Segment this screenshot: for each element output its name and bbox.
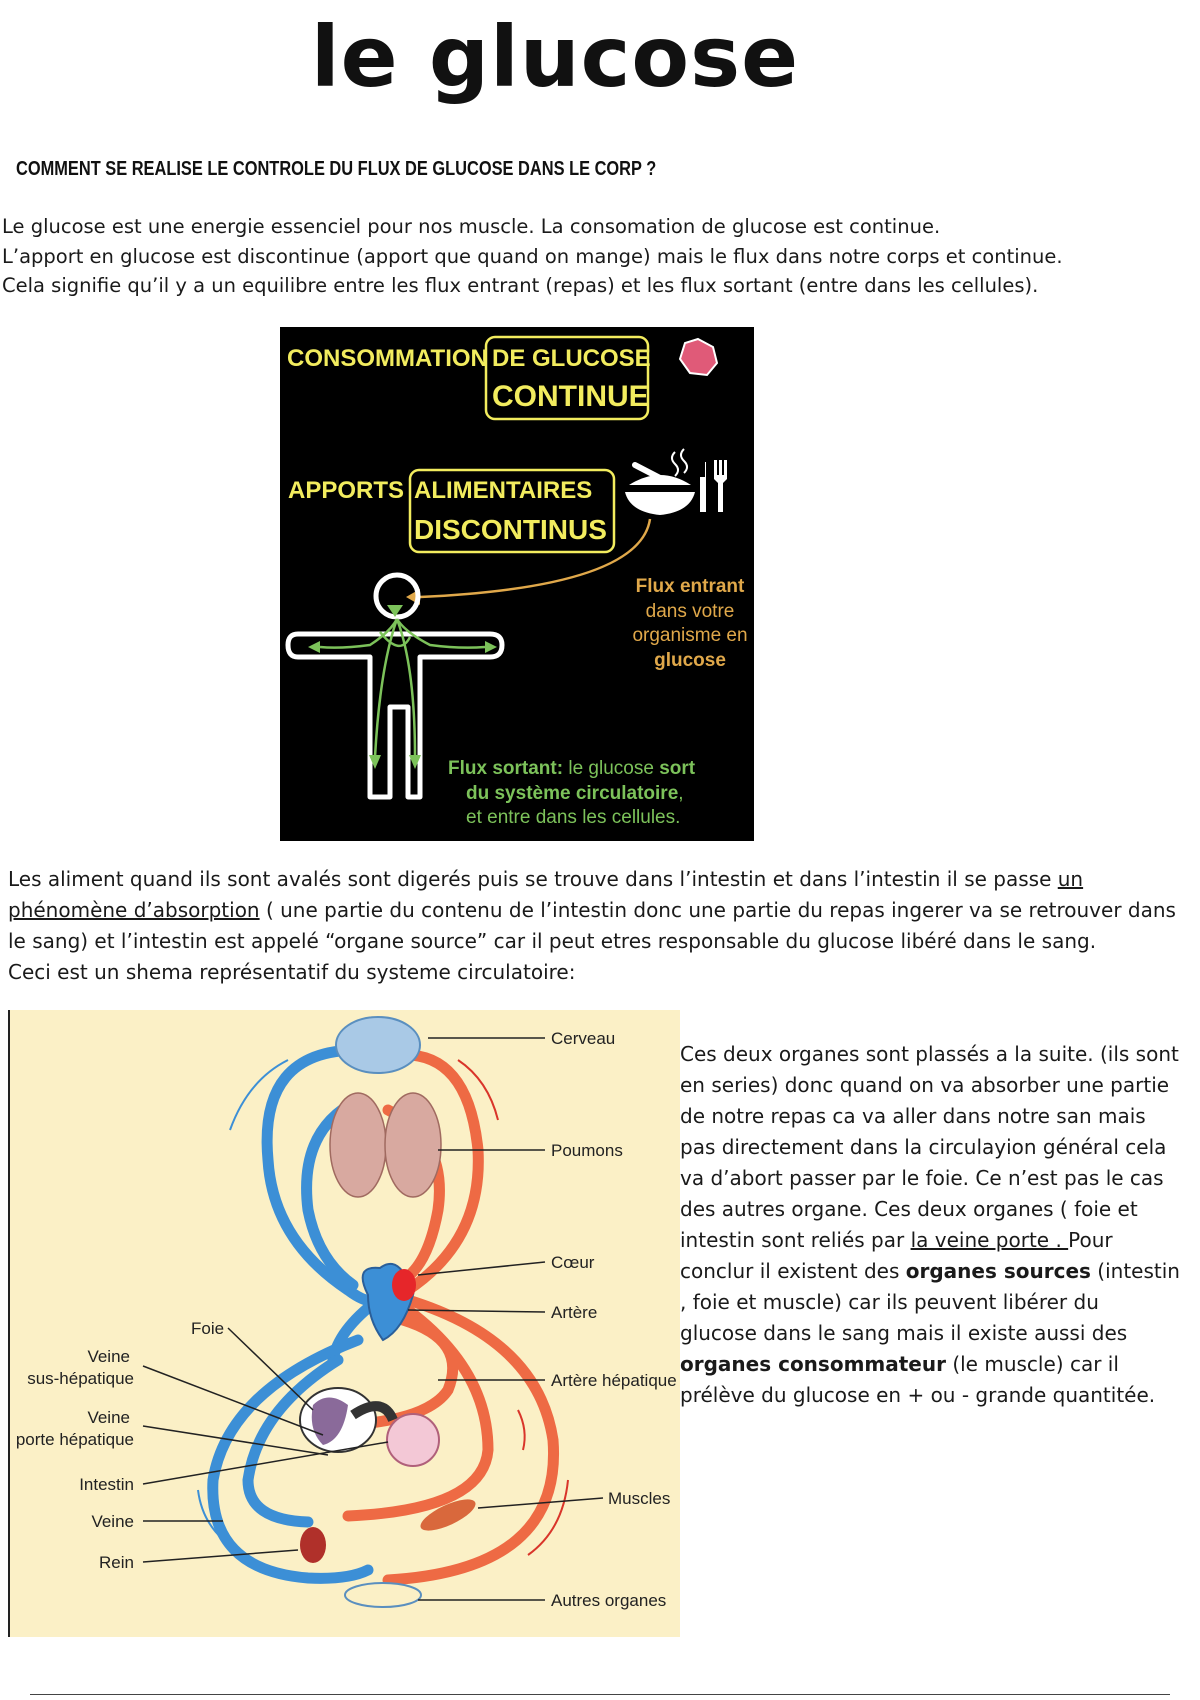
label-artere: Artère — [551, 1303, 598, 1322]
label-coeur: Cœur — [551, 1253, 595, 1272]
label-veine-sus: Veine — [87, 1347, 130, 1366]
section-question: COMMENT SE REALISE LE CONTROLE DU FLUX DE GLUCOSE DANS LE CORP ? — [16, 158, 657, 180]
page-title: le glucose — [310, 8, 800, 106]
organes-consommateur-term: organes consommateur — [680, 1352, 946, 1376]
label-veine-porte: porte hépatique — [15, 1430, 134, 1449]
digestion-paragraph — [8, 864, 1188, 988]
flux-sortant-line — [466, 783, 684, 804]
flux-sortant-line — [448, 758, 696, 779]
flux-sortant-text: sort — [659, 758, 696, 779]
intro-line: Le glucose est une energie essenciel pour nos muscle. La consomation de glucose est continue. — [2, 215, 941, 238]
flux-entrant-line: dans votre — [645, 601, 735, 622]
circulatory-schema — [8, 1010, 680, 1637]
conclusion-text: (le muscle) car il prélève du glucose en + ou - grande quantitée. — [680, 1352, 1156, 1407]
label-autres-organes: Autres organes — [551, 1591, 667, 1610]
schema-intro: Ceci est un shema représentatif du systeme circulatoire: — [8, 960, 576, 984]
flux-sortant-line: et entre dans les cellules. — [466, 807, 681, 828]
flux-sortant-label: Flux sortant: — [448, 758, 564, 779]
conclusion-text: Ces deux organes sont plassés a la suite. (ils sont en series) donc quand on va absorber une partie de notre repas ca va aller dans notre san mais pas directement dans la circulayion général cela va d’abort passer par le foie. Ce n’est pas le cas des autres organe. Ces deux organes ( foie et intestin sont reliés par — [680, 1042, 1179, 1252]
conclusion-text: Pour conclur il existent des — [680, 1228, 1113, 1283]
label-veine-porte: Veine — [87, 1408, 130, 1427]
intro-paragraph — [2, 212, 1182, 301]
flux-entrant-line: organisme en — [632, 625, 748, 646]
label-muscles: Muscles — [608, 1489, 671, 1508]
digestion-text: ( une partie du contenu de l’intestin donc une partie du repas ingerer va se retrouver dans le sang) et l’intestin est appelé “organe source” car il peut etres responsable du glucose libéré dans le sang. — [8, 898, 1176, 953]
label-veine-sus: sus-hépatique — [27, 1369, 134, 1388]
label-poumons: Poumons — [551, 1141, 623, 1160]
bottom-divider — [30, 1694, 1170, 1695]
flux-sortant-text: le glucose — [563, 758, 660, 779]
flux-entrant-line: glucose — [654, 650, 726, 671]
brain-organ — [336, 1017, 420, 1073]
intro-line: Cela signifie qu’il y a un equilibre entre les flux entrant (repas) et les flux sortant (entre dans les cellules). — [2, 274, 1039, 297]
label-intestin: Intestin — [79, 1475, 134, 1494]
label-veine: Veine — [91, 1512, 134, 1531]
apports-text: APPORTS — [288, 477, 405, 504]
digestion-text: Les aliment quand ils sont avalés sont digerés puis se trouve dans l’intestin et dans l’intestin il se passe — [8, 867, 1058, 891]
continue-text: CONTINUE — [492, 380, 649, 413]
consommation-text: CONSOMMATION — [287, 345, 488, 372]
kidney-organ — [300, 1527, 326, 1563]
label-cerveau: Cerveau — [551, 1029, 616, 1048]
de-glucose-text: DE GLUCOSE — [492, 345, 651, 372]
label-foie: Foie — [191, 1319, 225, 1338]
flux-entrant-title: Flux entrant — [635, 576, 745, 597]
intro-line: L’apport en glucose est discontinue (apport que quand on mange) mais le flux dans notre corps et continue. — [2, 244, 1063, 268]
alimentaires-text: ALIMENTAIRES — [414, 477, 593, 504]
left-lung — [330, 1093, 386, 1197]
veine-porte-term: la veine porte . — [910, 1228, 1069, 1252]
label-rein: Rein — [99, 1553, 134, 1572]
label-artere-hepatique: Artère hépatique — [551, 1371, 677, 1390]
discontinus-text: DISCONTINUS — [414, 514, 607, 545]
right-lung — [385, 1093, 441, 1197]
other-organ — [345, 1583, 421, 1607]
flux-sortant-text: , — [678, 783, 684, 804]
glucose-flux-figure — [280, 327, 754, 841]
conclusion-text: (intestin , foie et muscle) car ils peuvent libérer du glucose dans le sang mais il existe aussi des — [680, 1259, 1180, 1345]
organes-sources-term: organes sources — [905, 1259, 1091, 1283]
absorption-term: un phénomène d’absorption — [8, 867, 1084, 922]
conclusion-paragraph — [680, 1039, 1180, 1411]
flux-sortant-text: du système circulatoire — [466, 783, 679, 804]
intestine-organ — [387, 1414, 439, 1466]
